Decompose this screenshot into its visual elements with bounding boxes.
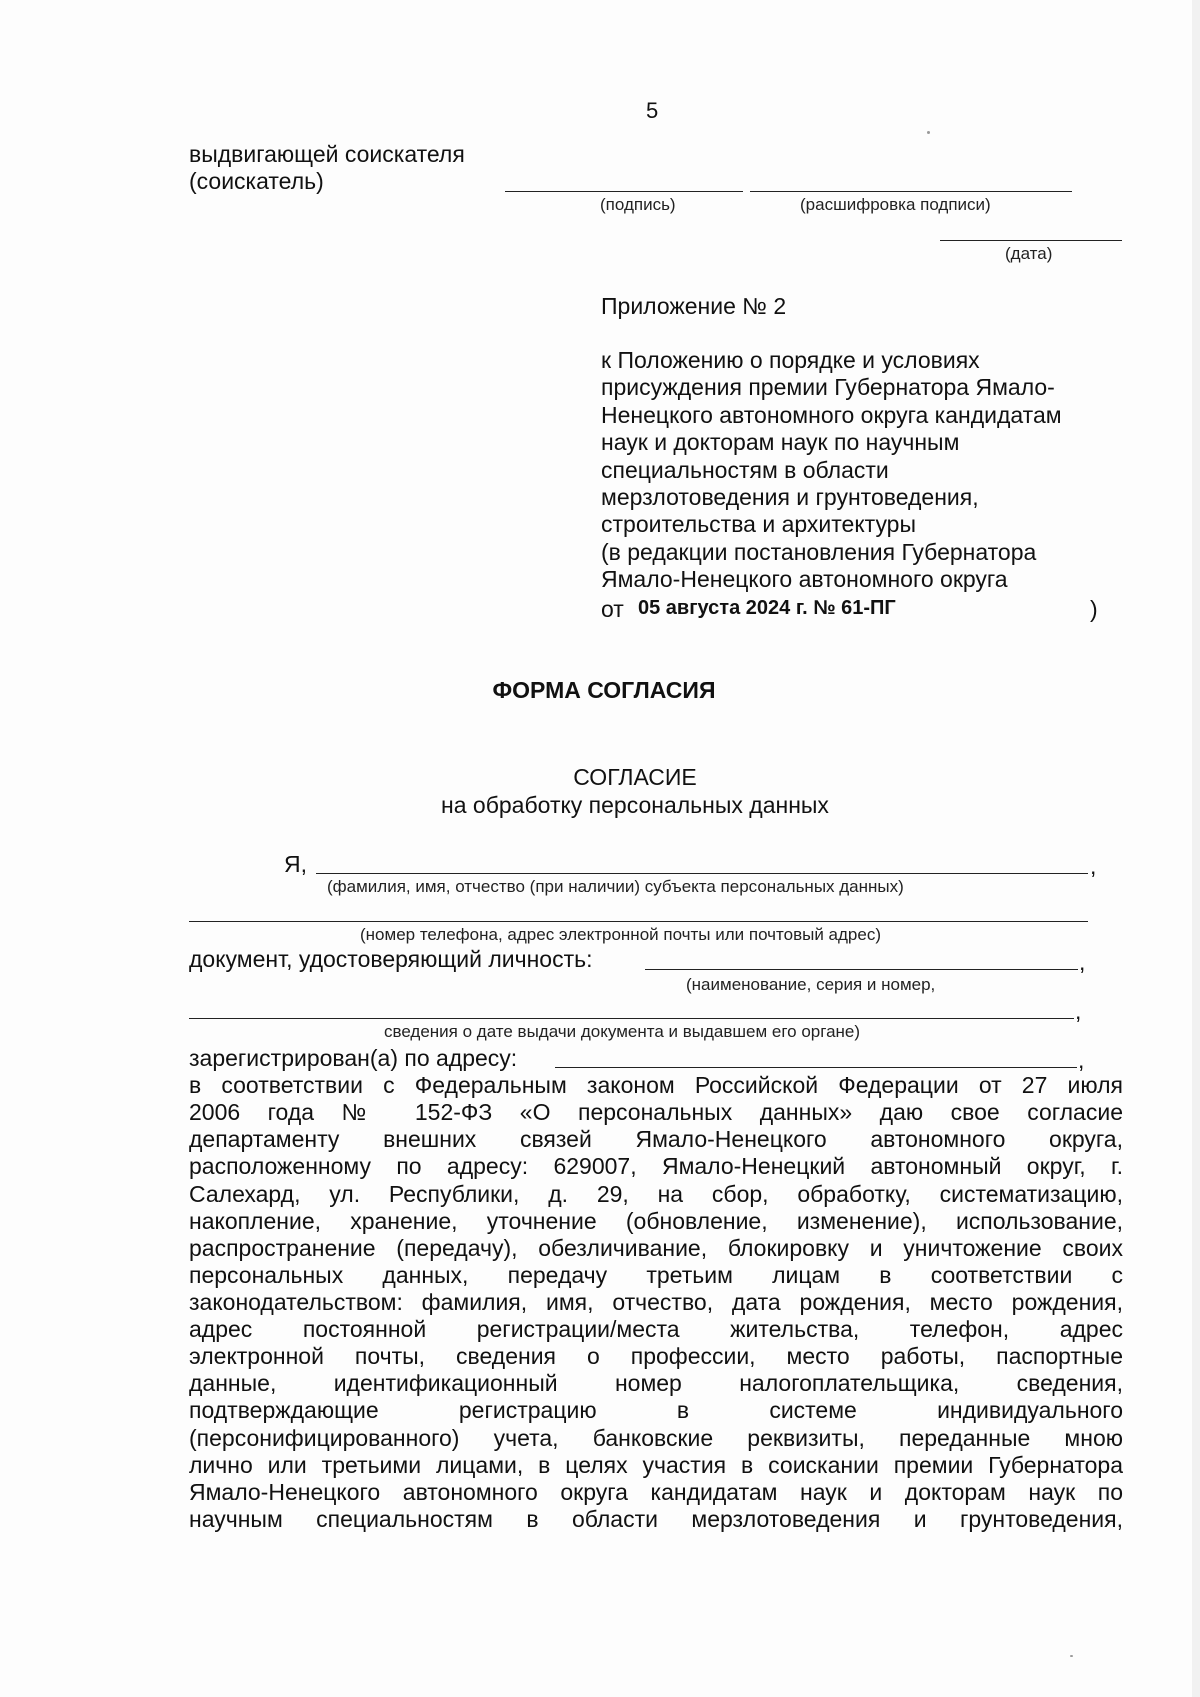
id-issue-comma: , xyxy=(1075,998,1082,1024)
appendix-line: (в редакции постановления Губернатора xyxy=(601,538,1037,565)
body-line: Ямало-Ненецкого автономного округа кандидатам наук и докторам наук по xyxy=(189,1479,1123,1505)
body-line: персональных данных, передачу третьим лицам в соответствии с xyxy=(189,1262,1123,1288)
registered-address-comma: , xyxy=(1078,1047,1085,1073)
signature-line xyxy=(505,191,743,192)
page-number: 5 xyxy=(646,98,659,123)
signature-decoding-caption: (расшифровка подписи) xyxy=(800,195,991,214)
registered-address-line[interactable] xyxy=(555,1067,1077,1068)
body-line: расположенному по адресу: 629007, Ямало-Ненецкий автономный округ, г. xyxy=(189,1153,1123,1179)
nominator-label-line1: выдвигающей соискателя xyxy=(189,141,465,167)
appendix-line: строительства и архитектуры xyxy=(601,511,917,538)
name-field-comma: , xyxy=(1090,853,1097,879)
body-line: (персонифицированного) учета, банковские реквизиты, переданные мною xyxy=(189,1425,1123,1451)
body-line: 2006 года № 152-ФЗ «О персональных данных» даю свое согласие xyxy=(189,1099,1123,1125)
id-issue-line[interactable] xyxy=(189,1018,1074,1019)
body-line: накопление, хранение, уточнение (обновление, изменение), использование, xyxy=(189,1208,1123,1234)
body-line: электронной почты, сведения о профессии, место работы, паспортные xyxy=(189,1343,1123,1369)
scan-speck xyxy=(1070,1655,1073,1657)
page-edge-shadow xyxy=(1192,0,1200,1697)
id-document-comma: , xyxy=(1079,949,1086,975)
appendix-line: к Положению о порядке и условиях xyxy=(601,347,980,373)
id-issue-caption: сведения о дате выдачи документа и выдавшем его органе) xyxy=(384,1022,861,1041)
appendix-line: наук и докторам наук по научным xyxy=(601,429,960,456)
consent-subtitle: на обработку персональных данных xyxy=(441,792,829,818)
name-field-label: Я, xyxy=(284,851,307,877)
name-field-caption: (фамилия, имя, отчество (при наличии) субъекта персональных данных) xyxy=(327,877,904,896)
appendix-date-close-paren: ) xyxy=(1090,596,1098,622)
appendix-text xyxy=(601,347,1062,594)
appendix-date-prefix: от xyxy=(601,596,624,622)
id-document-label: документ, удостоверяющий личность: xyxy=(189,946,593,972)
id-document-caption: (наименование, серия и номер, xyxy=(686,975,936,994)
nominator-label-line2: (соискатель) xyxy=(189,168,324,194)
form-title: ФОРМА СОГЛАСИЯ xyxy=(492,677,716,703)
date-line xyxy=(940,240,1122,241)
consent-title: СОГЛАСИЕ xyxy=(573,764,697,790)
appendix-title: Приложение № 2 xyxy=(601,293,787,319)
scan-speck xyxy=(927,131,930,134)
body-line: данные, идентификационный номер налогоплательщика, сведения, xyxy=(189,1370,1123,1396)
appendix-line: Ненецкого автономного округа кандидатам xyxy=(601,401,1062,428)
contact-field-line[interactable] xyxy=(189,921,1088,922)
appendix-line: мерзлотоведения и грунтоведения, xyxy=(601,484,979,511)
body-line: законодательством: фамилия, имя, отчество, дата рождения, место рождения, xyxy=(189,1289,1123,1315)
appendix-line: специальностям в области xyxy=(601,456,889,483)
body-line: департаменту внешних связей Ямало-Ненецкого автономного округа, xyxy=(189,1126,1123,1152)
appendix-date-value: 05 августа 2024 г. № 61-ПГ xyxy=(638,597,896,619)
body-line: Салехард, ул. Республики, д. 29, на сбор, обработку, систематизацию, xyxy=(189,1181,1123,1207)
body-line: подтверждающие регистрацию в системе индивидуального xyxy=(189,1397,1123,1423)
body-line: распространение (передачу), обезличивание, блокировку и уничтожение своих xyxy=(189,1235,1123,1261)
body-line: научным специальностям в области мерзлотоведения и грунтоведения, xyxy=(189,1506,1123,1532)
appendix-line: Ямало-Ненецкого автономного округа xyxy=(601,566,1008,593)
body-line: адрес постоянной регистрации/места жительства, телефон, адрес xyxy=(189,1316,1123,1342)
signature-caption: (подпись) xyxy=(600,195,676,214)
registered-address-label: зарегистрирован(а) по адресу: xyxy=(189,1045,518,1071)
contact-field-caption: (номер телефона, адрес электронной почты или почтовый адрес) xyxy=(360,925,881,944)
body-line: в соответствии с Федеральным законом Российской Федерации от 27 июля xyxy=(189,1072,1123,1098)
date-caption: (дата) xyxy=(1005,244,1053,263)
name-field-line[interactable] xyxy=(316,873,1088,874)
body-line: лично или третьими лицами, в целях участия в соискании премии Губернатора xyxy=(189,1452,1123,1478)
appendix-line: присуждения премии Губернатора Ямало- xyxy=(601,374,1055,401)
signature-decoding-line xyxy=(750,191,1072,192)
id-document-line[interactable] xyxy=(645,969,1078,970)
